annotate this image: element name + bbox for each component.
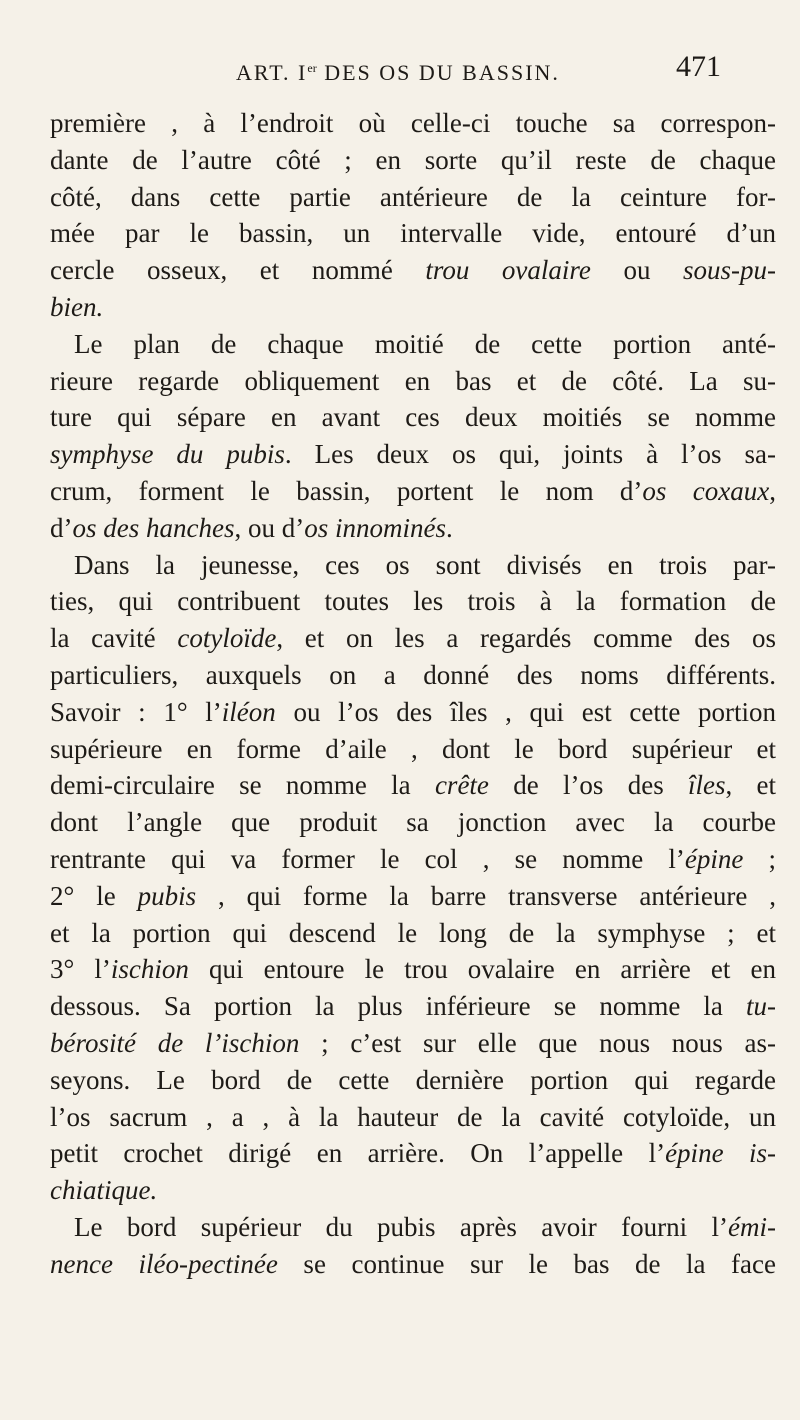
running-title-main: ART. I [236, 60, 308, 85]
text-segment: dessous. Sa portion la plus inférieure se nomme la [50, 991, 746, 1022]
italic-term: îles [687, 770, 726, 801]
text-segment: ture qui sépare en avant ces deux moitiés se nomme [50, 402, 776, 433]
text-line [50, 363, 776, 400]
text-segment: crum, forment le bassin, portent le nom d’ [50, 475, 643, 506]
text-line [50, 915, 776, 952]
text-segment: cercle osseux, et nommé [50, 255, 426, 286]
text-line [50, 1172, 776, 1209]
text-segment: ties, qui contribuent toutes les trois à la formation de [50, 586, 776, 617]
text-segment: supérieure en forme d’aile , dont le bord supérieur et [50, 733, 776, 764]
italic-term: os innominés [304, 512, 446, 543]
text-segment: ou l’os des îles , qui est cette portion [275, 696, 776, 727]
text-line [50, 179, 776, 216]
text-segment: 2° le [50, 880, 138, 911]
italic-term: trou ovalaire [425, 255, 591, 286]
text-segment: , qui forme la barre transverse antérieure , [196, 880, 776, 911]
text-line [50, 767, 776, 804]
text-line [50, 878, 776, 915]
italic-term: épine [684, 843, 744, 874]
text-line [50, 1062, 776, 1099]
italic-term: émi- [728, 1211, 776, 1242]
italic-term: os coxaux [642, 475, 770, 506]
text-segment: seyons. Le bord de cette dernière portion qui regarde [50, 1064, 776, 1095]
italic-term: cotyloïde [177, 623, 277, 654]
text-segment: dante de l’autre côté ; en sorte qu’il reste de chaque [50, 144, 776, 175]
italic-term: épine is- [665, 1138, 776, 1169]
italic-term: pubis [137, 880, 197, 911]
italic-term: bien. [50, 291, 104, 322]
body-text [50, 105, 776, 1283]
text-line [50, 583, 776, 620]
text-segment: 3° l’ [50, 954, 111, 985]
text-segment: dont l’angle que produit sa jonction avec la courbe [50, 807, 776, 838]
running-title [236, 60, 560, 86]
text-line [50, 142, 776, 179]
text-line [50, 694, 776, 731]
text-line [50, 289, 776, 326]
text-segment: l’os sacrum , a , à la hauteur de la cavité cotyloïde, un [50, 1101, 776, 1132]
text-line [50, 1099, 776, 1136]
text-segment: Savoir : 1° l’ [50, 696, 222, 727]
italic-term: ischion [110, 954, 189, 985]
text-segment: de l’os des [488, 770, 688, 801]
italic-term: bérosité de l’ischion [50, 1027, 300, 1058]
text-segment: d’ [50, 512, 73, 543]
italic-term: symphyse du pubis [50, 439, 285, 470]
text-segment: se continue sur le bas de la face [277, 1248, 776, 1279]
text-segment: ; [743, 843, 776, 874]
text-segment: particuliers, auxquels on a donné des noms différents. [50, 659, 776, 690]
text-line [50, 510, 776, 547]
italic-term: nence iléo-pectinée [50, 1248, 278, 1279]
text-line [50, 804, 776, 841]
text-segment: petit crochet dirigé en arrière. On l’appelle l’ [50, 1138, 666, 1169]
text-segment: demi-circulaire se nomme la [50, 770, 435, 801]
text-line [50, 399, 776, 436]
text-segment: Le bord supérieur du pubis après avoir fourni l’ [74, 1211, 729, 1242]
text-segment: côté, dans cette partie antérieure de la ceinture for- [50, 181, 776, 212]
italic-term: chiatique. [50, 1175, 158, 1206]
running-title-rest: DES OS DU BASSIN. [316, 60, 560, 85]
text-segment: mée par le bassin, un intervalle vide, entouré d’un [50, 218, 776, 249]
text-line [50, 547, 776, 584]
text-line [50, 215, 776, 252]
text-segment: Le plan de chaque moitié de cette portion anté- [74, 328, 776, 359]
text-segment: première , à l’endroit où celle-ci touche sa correspon- [50, 108, 776, 138]
text-segment: ou [590, 255, 684, 286]
text-line [50, 1135, 776, 1172]
text-segment: , [769, 475, 776, 506]
text-segment: rentrante qui va former le col , se nomme l’ [50, 843, 685, 874]
text-segment: , ou d’ [234, 512, 305, 543]
text-segment: . [445, 512, 453, 543]
text-line [50, 252, 776, 289]
italic-term: os des hanches [72, 512, 235, 543]
italic-term: crête [434, 770, 489, 801]
text-line [50, 436, 776, 473]
text-segment: qui entoure le trou ovalaire en arrière et en [188, 954, 776, 985]
text-segment: et la portion qui descend le long de la symphyse ; et [50, 917, 776, 948]
text-segment: la cavité [50, 623, 178, 654]
italic-term: sous-pu- [683, 255, 777, 286]
text-segment: ; c’est sur elle que nous nous as- [299, 1027, 776, 1058]
text-line [50, 841, 776, 878]
text-line [50, 105, 776, 142]
text-segment: , et [725, 770, 776, 801]
page-number: 471 [676, 50, 721, 83]
text-line [50, 473, 776, 510]
text-line [50, 1025, 776, 1062]
text-segment: , et on les a regardés comme des os [276, 623, 776, 654]
italic-term: tu- [746, 991, 776, 1022]
running-title-superscript: er [307, 61, 317, 75]
text-line [50, 657, 776, 694]
text-line [50, 326, 776, 363]
text-segment: . Les deux os qui, joints à l’os sa- [284, 439, 776, 470]
text-line [50, 988, 776, 1025]
text-line [50, 731, 776, 768]
italic-term: iléon [221, 696, 276, 727]
running-head [0, 46, 800, 86]
text-line [50, 1246, 776, 1283]
text-line [50, 1209, 776, 1246]
text-line [50, 620, 776, 657]
text-line [50, 951, 776, 988]
text-segment: Dans la jeunesse, ces os sont divisés en trois par- [74, 549, 776, 580]
text-segment: rieure regarde obliquement en bas et de côté. La su- [50, 365, 776, 396]
